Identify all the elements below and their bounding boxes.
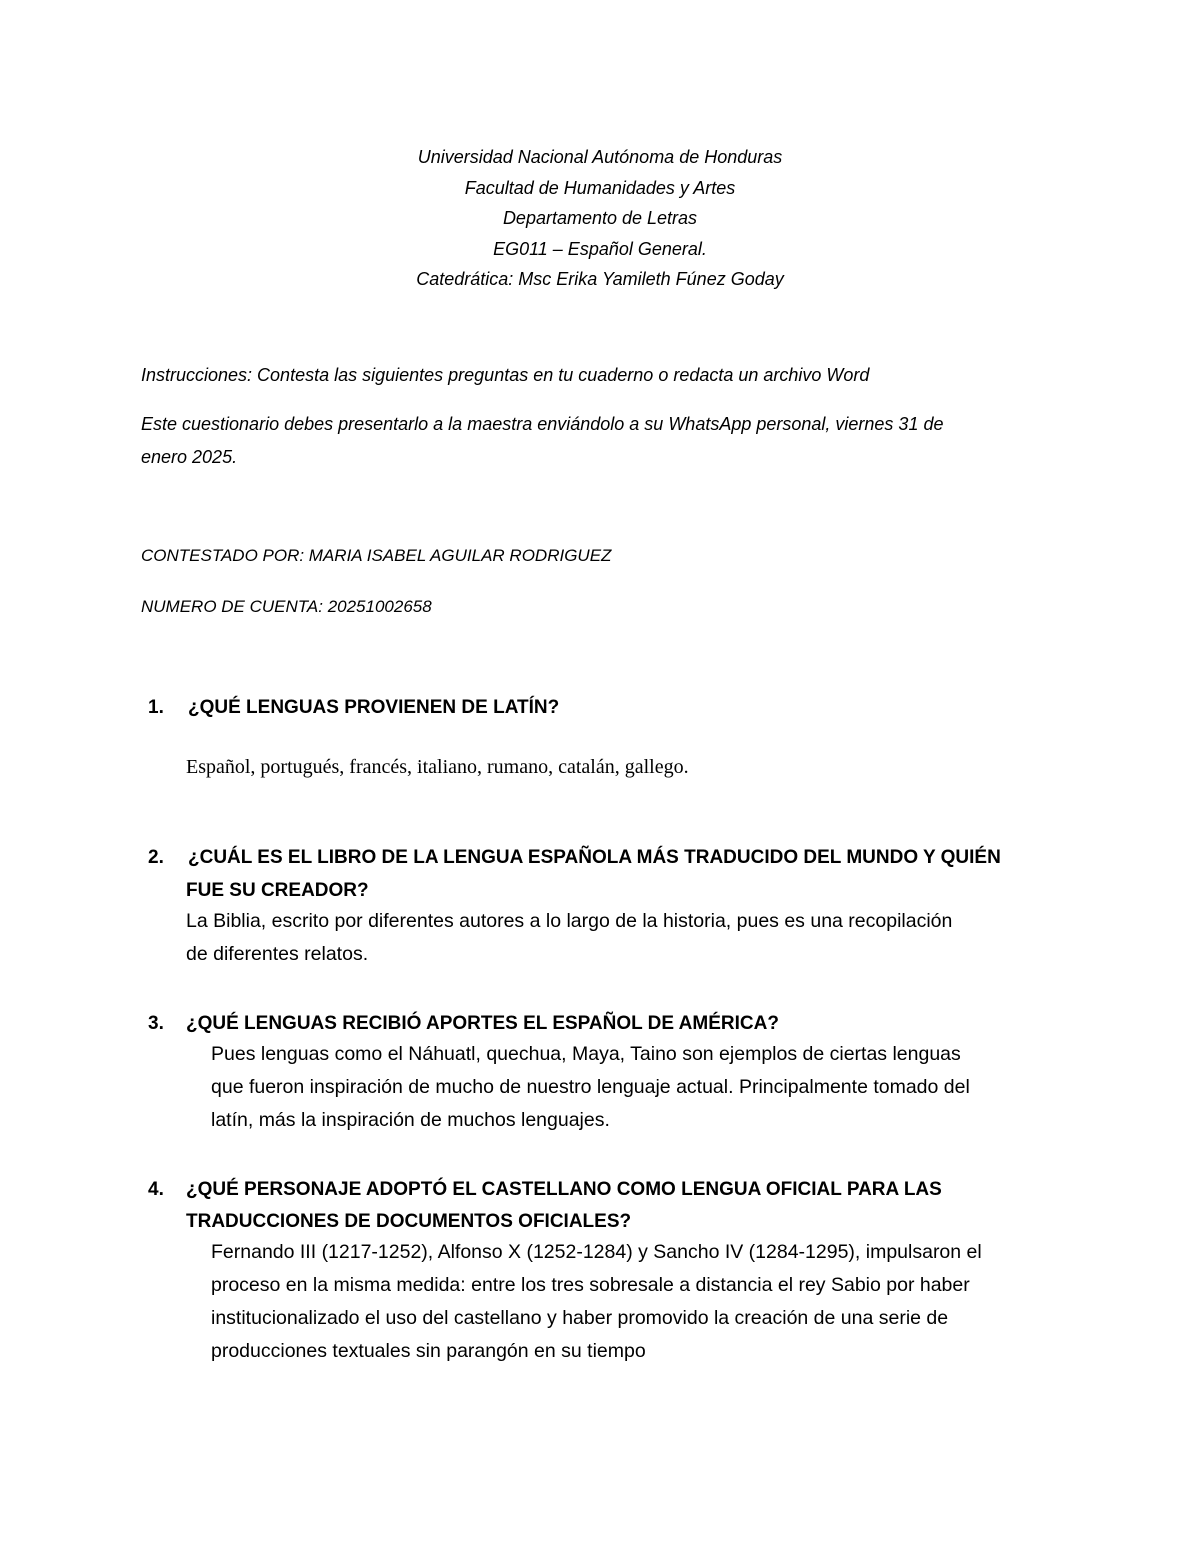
answer-text: producciones textuales sin parangón en su tiempo: [211, 1340, 646, 1362]
question-number: 4.: [148, 1179, 164, 1200]
answer-text: proceso en la misma medida: entre los tres sobresale a distancia el rey Sabio por haber: [211, 1274, 970, 1296]
instructions-deadline-line: Este cuestionario debes presentarlo a la maestra enviándolo a su WhatsApp personal, viernes 31 de: [141, 414, 944, 434]
question-number: 1.: [148, 697, 164, 718]
question-number: 2.: [148, 847, 164, 868]
question-number: 3.: [148, 1013, 164, 1034]
question-text: ¿QUÉ LENGUAS PROVIENEN DE LATÍN?: [188, 697, 560, 718]
answer-text: Español, portugués, francés, italiano, rumano, catalán, gallego.: [186, 756, 689, 778]
answer-text: de diferentes relatos.: [186, 943, 369, 965]
faculty-name: Facultad de Humanidades y Artes: [464, 177, 736, 198]
question-text: FUE SU CREADOR?: [186, 880, 369, 901]
instructions-deadline-line-cont: enero 2025.: [141, 447, 238, 467]
instructions-line: Instrucciones: Contesta las siguientes preguntas en tu cuaderno o redacta un archivo Word: [141, 365, 870, 385]
department-name: Departamento de Letras: [502, 208, 698, 228]
course-name: EG011 – Español General.: [493, 238, 707, 259]
answered-by: CONTESTADO POR: MARIA ISABEL AGUILAR RODRIGUEZ: [141, 546, 612, 565]
professor-name: Catedrática: Msc Erika Yamileth Fúnez Goday: [416, 269, 784, 289]
question-text: TRADUCCIONES DE DOCUMENTOS OFICIALES?: [186, 1211, 632, 1232]
answer-text: latín, más la inspiración de muchos lenguajes.: [211, 1109, 610, 1131]
answer-text: La Biblia, escrito por diferentes autores a lo largo de la historia, pues es una recopilación: [186, 910, 953, 932]
answer-text: Pues lenguas como el Náhuatl, quechua, Maya, Taino son ejemplos de ciertas lenguas: [211, 1043, 961, 1065]
university-name: Universidad Nacional Autónoma de Honduras: [417, 147, 783, 167]
document-header: [0, 142, 1200, 295]
account-number: NUMERO DE CUENTA: 20251002658: [141, 597, 432, 616]
question-text: ¿QUÉ PERSONAJE ADOPTÓ EL CASTELLANO COMO LENGUA OFICIAL PARA LAS: [186, 1179, 942, 1200]
answer-text: Fernando III (1217-1252), Alfonso X (1252-1284) y Sancho IV (1284-1295), impulsaron el: [211, 1241, 982, 1263]
answer-text: institucionalizado el uso del castellano y haber promovido la creación de una serie de: [211, 1307, 949, 1329]
question-text: ¿QUÉ LENGUAS RECIBIÓ APORTES EL ESPAÑOL DE AMÉRICA?: [186, 1013, 779, 1034]
question-text: ¿CUÁL ES EL LIBRO DE LA LENGUA ESPAÑOLA MÁS TRADUCIDO DEL MUNDO Y QUIÉN: [188, 847, 1001, 868]
answer-text: que fueron inspiración de mucho de nuestro lenguaje actual. Principalmente tomado del: [211, 1076, 970, 1098]
